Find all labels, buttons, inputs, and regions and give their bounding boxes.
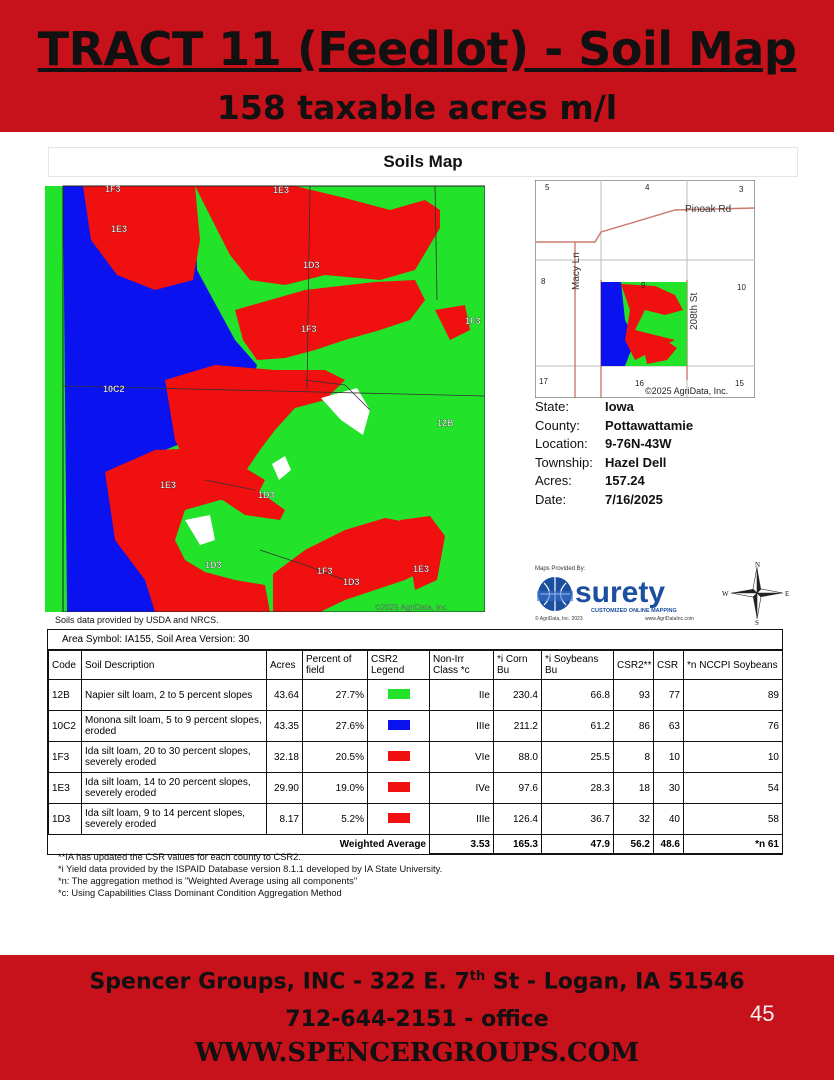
soil-soybeans: 25.5 [542,742,614,773]
info-township-label: Township: [535,454,593,470]
soil-soybeans: 28.3 [542,773,614,804]
table-row [49,773,783,804]
soil-csr2: 86 [614,711,654,742]
soil-csr2: 32 [614,804,654,835]
compass-rose-icon [722,560,792,626]
locator-section-4: 4 [645,183,650,192]
compass-s: S [755,619,759,626]
locator-road-208th: 208th St [689,292,700,330]
soil-legend [368,742,430,773]
soil-corn: 126.4 [494,804,542,835]
soil-code: 12B [49,680,82,711]
soil-csr2: 18 [614,773,654,804]
soil-class: IIIe [430,711,494,742]
soil-legend [368,773,430,804]
soil-table [47,629,783,855]
soil-csr: 40 [654,804,684,835]
soil-corn: 97.6 [494,773,542,804]
soil-nccpi: 10 [684,742,783,773]
soil-legend [368,711,430,742]
soil-acres: 32.18 [267,742,303,773]
soils-source-note: Soils data provided by USDA and NRCS. [55,615,219,625]
soil-nccpi: 76 [684,711,783,742]
surety-url: www.AgriDataInc.com [645,616,694,622]
map-label-1E3-bottom: 1E3 [413,564,430,574]
locator-section-16: 16 [635,379,644,388]
legend-swatch [388,720,410,730]
compass-e: E [785,590,790,598]
soil-nccpi: 54 [684,773,783,804]
info-county: Pottawattamie [605,417,694,433]
table-row [49,742,783,773]
map-info [535,398,693,509]
footer-address-pre: Spencer Groups, INC - 322 E. 7 [89,969,470,995]
soil-data-table [48,650,783,854]
page-title: TRACT 11 (Feedlot) - Soil Map [37,22,797,76]
soil-legend [368,804,430,835]
surety-provided-by: Maps Provided By: [535,566,586,572]
soil-acres: 43.35 [267,711,303,742]
soil-description: Monona silt loam, 5 to 9 percent slopes, eroded [82,711,267,742]
soil-soybeans: 36.7 [542,804,614,835]
soil-code: 1E3 [49,773,82,804]
soil-class: VIe [430,742,494,773]
map-label-1E3-left: 1E3 [111,224,128,234]
soil-csr2: 93 [614,680,654,711]
soil-class: IVe [430,773,494,804]
soil-description: Ida silt loam, 20 to 30 percent slopes, severely eroded [82,742,267,773]
weighted-average-label: Weighted Average [339,838,426,850]
info-date: 7/16/2025 [605,491,663,507]
footnote-csr2: **IA has updated the CSR values for each county to CSR2. [58,852,301,862]
soil-class: IIIe [430,804,494,835]
locator-section-8: 8 [541,277,546,286]
soil-map-copyright: ©2025 AgriData, Inc. [375,603,449,612]
info-location-label: Location: [535,436,588,451]
th-csr2: CSR2** [614,651,654,680]
soil-acres: 29.90 [267,773,303,804]
locator-section-15: 15 [735,379,744,388]
soil-corn: 88.0 [494,742,542,773]
soil-description: Ida silt loam, 9 to 14 percent slopes, severely eroded [82,804,267,835]
soil-csr: 63 [654,711,684,742]
footer-website[interactable]: WWW.SPENCERGROUPS.COM [194,1038,640,1068]
soil-percent: 19.0% [303,773,368,804]
surety-logo-block [535,566,715,626]
footer-address-post: St - Logan, IA 51546 [485,969,745,995]
footer-banner [0,955,834,1080]
soil-corn: 230.4 [494,680,542,711]
map-label-1D3-c: 1D3 [205,560,222,570]
footnote-yield: *i Yield data provided by the ISPAID Database version 8.1.1 developed by IA State University. [58,864,443,874]
header-banner [0,0,834,132]
table-header-row [49,651,783,680]
info-location: 9-76N-43W [605,436,672,451]
th-legend: CSR2 Legend [368,651,430,680]
compass-n: N [755,561,761,569]
locator-section-17: 17 [539,377,548,386]
weighted-corn: 165.3 [494,835,542,854]
locator-section-10: 10 [737,283,746,292]
info-acres: 157.24 [605,473,645,488]
map-label-12B: 12B [437,418,454,428]
map-label-1E3-low: 1E3 [160,480,177,490]
locator-road-macy: Macy Ln [571,252,582,290]
soil-map [45,180,485,612]
locator-copyright: ©2025 AgriData, Inc. [645,386,729,396]
weighted-csr: 48.6 [654,835,684,854]
soil-csr: 77 [654,680,684,711]
soil-csr: 30 [654,773,684,804]
map-label-1F3-mid: 1F3 [301,324,317,334]
soil-polygons [45,180,485,612]
table-row [49,804,783,835]
table-row [49,711,783,742]
footnotes [58,851,442,899]
surety-tagline: CUSTOMIZED ONLINE MAPPING [591,608,677,614]
soil-code: 1D3 [49,804,82,835]
soil-description: Napier silt loam, 2 to 5 percent slopes [82,680,267,711]
soil-description: Ida silt loam, 14 to 20 percent slopes, severely eroded [82,773,267,804]
soil-nccpi: 58 [684,804,783,835]
th-acres: Acres [267,651,303,680]
th-code: Code [49,651,82,680]
info-date-label: Date: [535,491,567,507]
th-soy: *i Soybeans Bu [542,651,614,680]
map-label-1F3-right: 1F3 [465,316,481,326]
info-township: Hazel Dell [605,454,667,470]
th-corn: *i Corn Bu [494,651,542,680]
soil-acres: 8.17 [267,804,303,835]
locator-map-tract [601,282,687,366]
soil-code: 10C2 [49,711,82,742]
legend-swatch [388,782,410,792]
globe-icon [537,577,573,611]
locator-section-9: 9 [641,281,646,290]
soil-soybeans: 61.2 [542,711,614,742]
th-nccpi: *n NCCPI Soybeans [684,651,783,680]
soil-legend [368,680,430,711]
surety-brand: surety [575,576,666,609]
th-desc: Soil Description [82,651,267,680]
legend-swatch [388,813,410,823]
soil-soybeans: 66.8 [542,680,614,711]
map-label-1F3-top: 1F3 [105,184,121,194]
legend-swatch [388,751,410,761]
locator-section-3: 3 [739,185,744,194]
soil-acres: 43.64 [267,680,303,711]
footer-address-sup: th [469,969,486,984]
footer-address [0,969,834,994]
legend-swatch [388,689,410,699]
page-number: 45 [750,1001,775,1026]
locator-section-5: 5 [545,183,550,192]
weighted-nccpi: *n 61 [684,835,783,854]
info-county-label: County: [535,417,580,433]
th-pct: Percent of field [303,651,368,680]
page-subtitle: 158 taxable acres m/l [216,88,618,127]
compass-w: W [722,590,729,598]
area-symbol: Area Symbol: IA155, Soil Area Version: 30 [48,630,782,650]
soil-corn: 211.2 [494,711,542,742]
soils-map-title-box [48,147,798,177]
locator-map [535,180,755,398]
th-csr: CSR [654,651,684,680]
info-acres-label: Acres: [535,473,572,488]
soil-csr2: 8 [614,742,654,773]
table-row [49,680,783,711]
weighted-soy: 47.9 [542,835,614,854]
soil-code: 1F3 [49,742,82,773]
map-label-1D3-d: 1D3 [343,577,360,587]
soil-class: IIe [430,680,494,711]
footnote-capabilities: *c: Using Capabilities Class Dominant Condition Aggregation Method [58,888,342,898]
locator-road-pinoak: Pinoak Rd [685,204,732,215]
map-label-1F3-bottom: 1F3 [317,566,333,576]
surety-logo [535,574,715,614]
soil-percent: 27.6% [303,711,368,742]
soil-percent: 20.5% [303,742,368,773]
surety-copyright: © AgriData, Inc. 2023 [535,616,583,622]
soil-nccpi: 89 [684,680,783,711]
info-state-label: State: [535,399,569,414]
soils-map-title: Soils Map [383,152,463,171]
map-label-10C2: 10C2 [103,384,125,394]
weighted-class: 3.53 [430,835,494,854]
map-label-1E3-top: 1E3 [273,185,290,195]
weighted-csr2: 56.2 [614,835,654,854]
soil-percent: 27.7% [303,680,368,711]
th-nonirr: Non-Irr Class *c [430,651,494,680]
soil-percent: 5.2% [303,804,368,835]
soil-csr: 10 [654,742,684,773]
footer-phone: 712-644-2151 - office [285,1007,549,1032]
map-label-1D3-a: 1D3 [303,260,320,270]
map-label-1D3-b: 1D3 [258,490,275,500]
footnote-aggregation: *n: The aggregation method is "Weighted Average using all components" [58,876,358,886]
info-state: Iowa [605,399,634,414]
